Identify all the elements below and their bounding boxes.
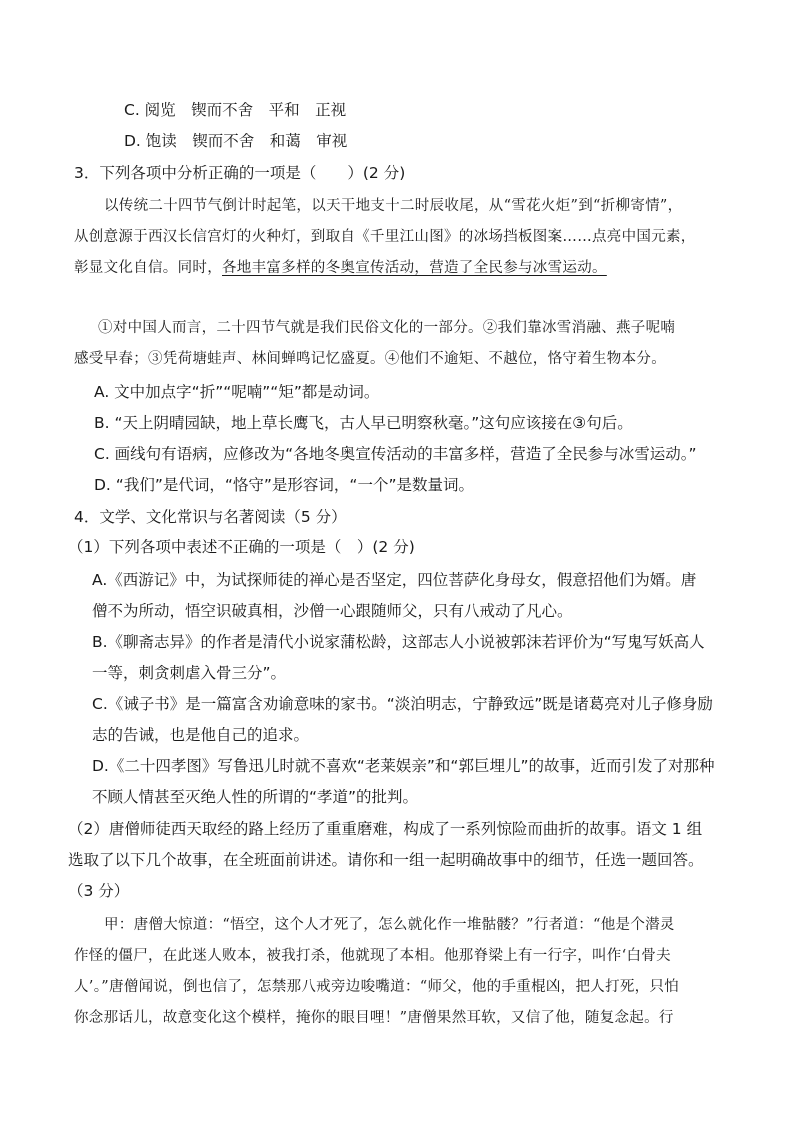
q4-sub1-b-line2: 一等，刺贪刺虐入骨三分”。 [92, 664, 287, 682]
q3-underlined-sentence: 各地丰富多样的冬奥宣传活动，营造了全民参与冰雪运动。 [222, 260, 607, 276]
q4-jia-line4: 你念那话儿，故意变化这个模样，掩你的眼目哩！”唐僧果然耳软，又信了他，随复念起。行 [74, 1010, 674, 1026]
q4-jia-line2: 作怪的僵尸，在此迷人败本，被我打杀，他就现了本相。他那脊梁上有一行字，叫作‘白骨夫 [74, 948, 671, 964]
q2-option-c: C. 阅览 锲而不舍 平和 正视 [124, 101, 347, 119]
q3-option-c: C. 画线句有语病，应修改为“各地冬奥宣传活动的丰富多样，营造了全民参与冰雪运动。” [94, 445, 697, 463]
q3-option-b: B. “天上阴晴园缺，地上草长鹰飞，古人早已明察秋毫。”这句应该接在③句后。 [94, 414, 633, 432]
q2-option-d: D. 饱读 锲而不舍 和蔼 审视 [124, 132, 348, 150]
q4-jia-line1: 甲：唐僧大惊道：“悟空，这个人才死了，怎么就化作一堆骷髅？”行者道：“他是个潜灵 [104, 917, 675, 933]
q4-sub1-d-line2: 不顾人情甚至灭绝人性的所谓的“孝道”的批判。 [92, 788, 419, 806]
q4-sub1-a-line2: 僧不为所动，悟空识破真相，沙僧一心跟随师父，只有八戒动了凡心。 [92, 602, 573, 620]
q3-passage2-line1: ①对中国人而言，二十四节气就是我们民俗文化的一部分。②我们靠冰雪消融、燕子呢喃 [98, 320, 676, 336]
q4-sub2-line3: （3 分） [68, 882, 130, 900]
q4-sub1-d-line1: D.《二十四孝图》写鲁迅儿时就不喜欢“老莱娱亲”和“郭巨埋儿”的故事，近而引发了对那种 [92, 757, 715, 775]
q3-passage1-line3-text: 彰显文化自信。同时， [74, 260, 222, 276]
q4-stem: 4．文学、文化常识与名著阅读（5 分） [74, 508, 347, 526]
q3-stem: 3．下列各项中分析正确的一项是（ ）(2 分) [74, 164, 406, 182]
q3-passage1-line2: 从创意源于西汉长信宫灯的火种灯，到取自《千里江山图》的冰场挡板图案……点亮中国元素， [74, 229, 696, 245]
q4-sub1-stem: （1）下列各项中表述不正确的一项是（ ）(2 分) [68, 538, 415, 556]
q3-passage2-line2: 感受早春；③凭荷塘蛙声、林间蝉鸣记忆盛夏。④他们不逾矩、不越位，恪守着生物本分。 [74, 351, 666, 367]
q3-option-a: A. 文中加点字“折”“呢喃”“矩”都是动词。 [94, 383, 380, 401]
q4-sub1-b-line1: B.《聊斋志异》的作者是清代小说家蒲松龄，这部志人小说被郭沫若评价为“写鬼写妖高人 [92, 633, 705, 651]
q4-sub1-c-line1: C.《诫子书》是一篇富含劝谕意味的家书。“淡泊明志，宁静致远”既是诸葛亮对儿子修身励 [92, 695, 713, 713]
q4-sub1-c-line2: 志的告诫，也是他自己的追求。 [92, 726, 310, 744]
q4-sub1-a-line1: A.《西游记》中，为试探师徒的禅心是否坚定，四位菩萨化身母女，假意招他们为婿。唐 [92, 571, 697, 589]
q4-sub2-line1: （2）唐僧师徒西天取经的路上经历了重重磨难，构成了一系列惊险而曲折的故事。语文 1 组 [68, 820, 703, 838]
q3-option-d: D. “我们”是代词，“恪守”是形容词，“一个”是数量词。 [94, 476, 474, 494]
q3-passage1-line3 [74, 258, 607, 278]
q4-sub2-line2: 选取了以下几个故事，在全班面前讲述。请你和一组一起明确故事中的细节，任选一题回答。 [68, 851, 704, 869]
q4-jia-line3: 人’。”唐僧闻说，倒也信了，怎禁那八戒旁边唆嘴道：“师父，他的手重棍凶，把人打死，只怕 [74, 979, 680, 995]
q3-passage1-line1: 以传统二十四节气倒计时起笔，以天干地支十二时辰收尾，从“雪花火炬”到“折柳寄情”， [104, 198, 683, 214]
